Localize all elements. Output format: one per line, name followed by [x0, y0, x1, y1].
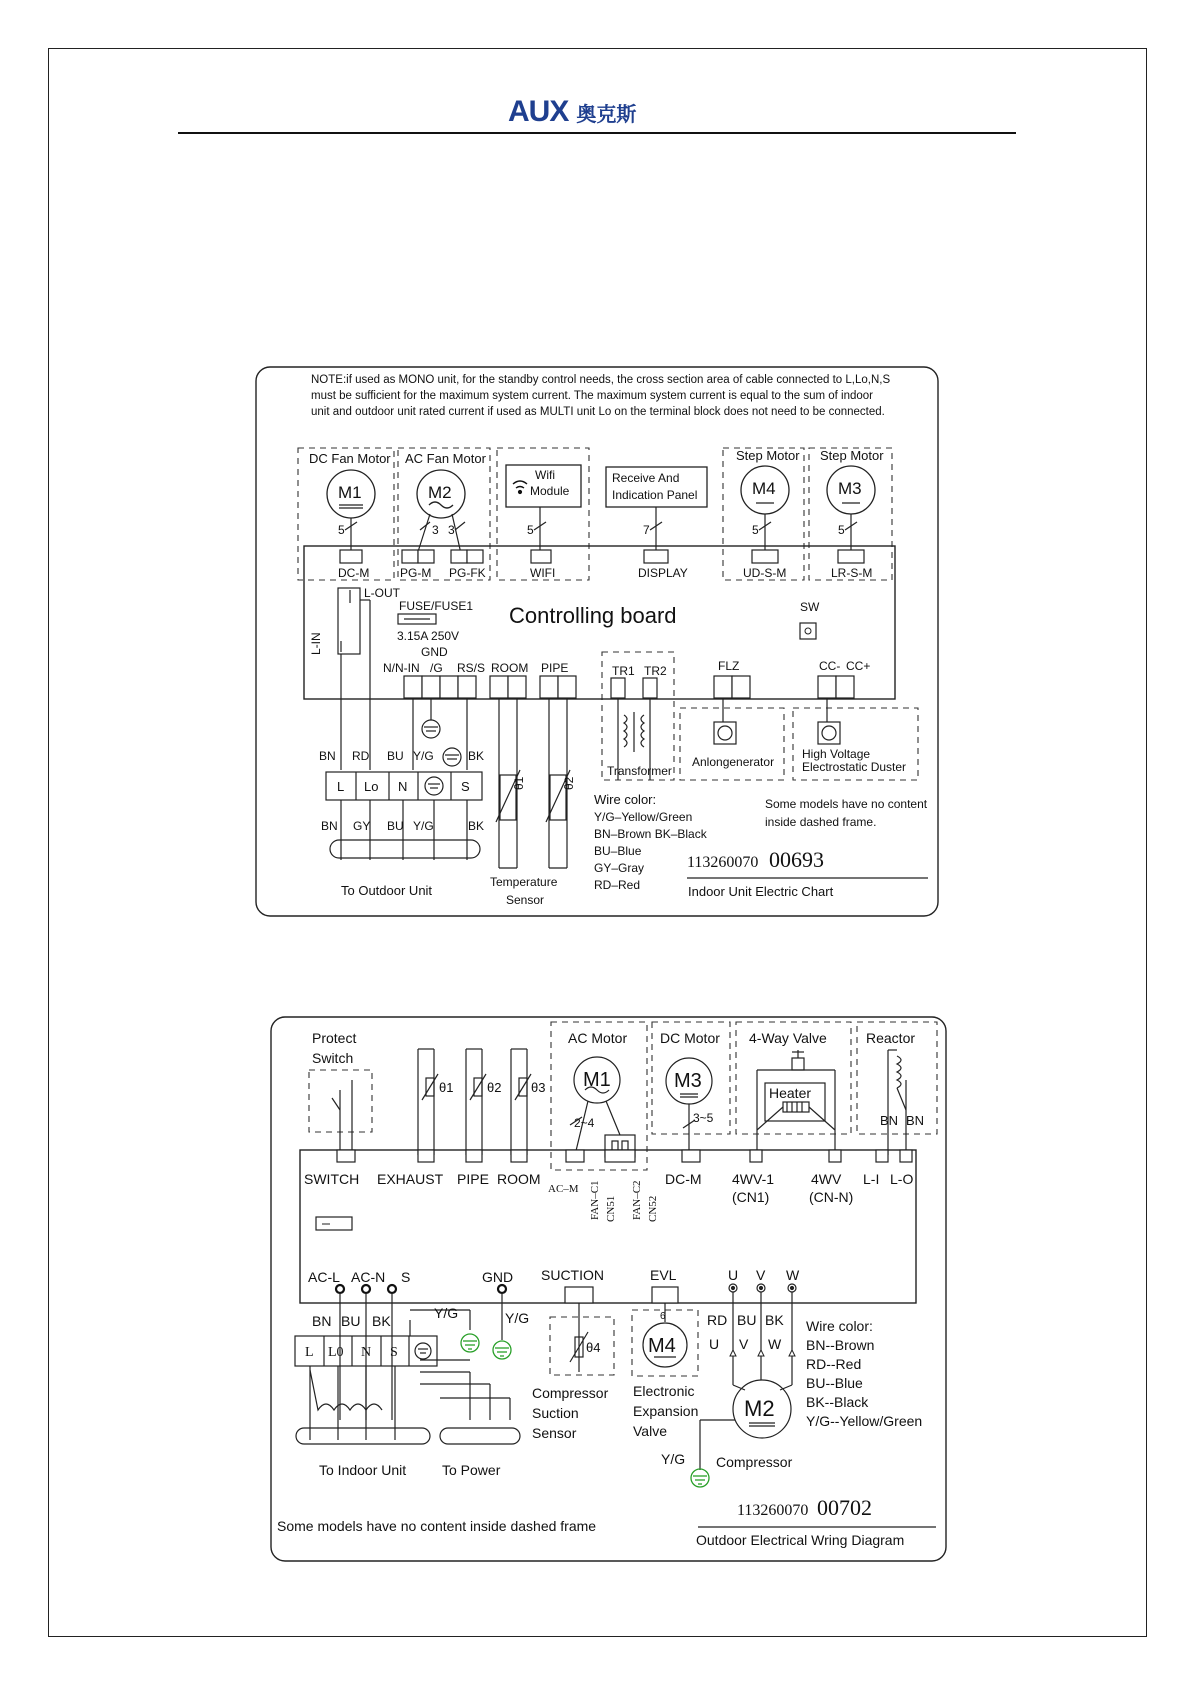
brand-chinese: 奥克斯	[576, 102, 637, 126]
heater-label: Heater	[769, 1085, 812, 1101]
conn-ac-n: AC-N	[351, 1269, 386, 1285]
outdoor-terminal-n: N	[361, 1345, 372, 1360]
outdoor-wire-color-2: RD--Red	[806, 1356, 862, 1372]
conn-ac-m: AC–M	[548, 1183, 579, 1195]
temp-sensor-line-2: Sensor	[506, 893, 545, 907]
indoor-wire-color-title: Wire color:	[594, 792, 657, 807]
indoor-wire-bot-yg: Y/G	[413, 819, 434, 833]
conn-n-in: N/N-IN	[383, 661, 420, 675]
conn-pipe: PIPE	[541, 661, 569, 675]
indoor-wire-top-bu: BU	[387, 749, 404, 763]
conn-4wv: 4WV	[811, 1171, 842, 1187]
conn-exhaust: EXHAUST	[377, 1171, 444, 1187]
transformer-label: Transformer	[607, 764, 672, 778]
conn-tr2: TR2	[644, 664, 667, 678]
conn-evl: EVL	[650, 1267, 677, 1283]
conn-l-o: L-O	[890, 1171, 914, 1187]
conn-ud-s-m: UD-S-M	[743, 566, 787, 580]
indoor-wire-color-4: GY–Gray	[594, 861, 645, 875]
indoor-wire-color-1: Y/G–Yellow/Green	[594, 810, 693, 824]
indoor-terminal-s: S	[461, 779, 470, 794]
conn-pipe-out: PIPE	[457, 1171, 489, 1187]
outdoor-yg-1: Y/G	[434, 1305, 459, 1321]
conn-room: ROOM	[491, 661, 529, 675]
compressor-rd: RD	[707, 1312, 728, 1328]
outdoor-dashed-note: Some models have no content inside dashed frame	[277, 1518, 597, 1534]
conn-suction: SUCTION	[541, 1267, 604, 1283]
compressor-v: V	[739, 1336, 749, 1352]
wire-6: 6	[660, 1311, 666, 1322]
indoor-wire-bot-bk: BK	[468, 819, 485, 833]
hv-duster-line-1: High Voltage	[802, 747, 871, 761]
sw-label: SW	[800, 600, 820, 614]
l-in-label: L-IN	[309, 632, 323, 655]
to-outdoor-label: To Outdoor Unit	[341, 883, 433, 898]
outdoor-m4-label: M4	[648, 1335, 676, 1357]
outdoor-code-prefix: 113260070	[737, 1502, 809, 1519]
indoor-wire-color-5: RD–Red	[594, 878, 641, 892]
indoor-dashed-note-2: inside dashed frame.	[765, 815, 877, 829]
compressor-w: W	[768, 1336, 782, 1352]
indoor-note-line-1: NOTE:if used as MONO unit, for the standby control needs, the cross section area of cable connected to L,Lo,N,S	[311, 374, 891, 386]
conn-lr-s-m: LR-S-M	[831, 566, 873, 580]
conn-l-i: L-I	[863, 1171, 880, 1187]
outdoor-terminal-l: L	[305, 1345, 314, 1360]
indoor-wire-color-2: BN–Brown BK–Black	[594, 827, 707, 841]
outdoor-wire-bn: BN	[312, 1313, 332, 1329]
conn-u: U	[728, 1267, 739, 1283]
conn-ac-l: AC-L	[308, 1269, 340, 1285]
indoor-wire-color-3: BU–Blue	[594, 844, 642, 858]
conn-4wv-1: 4WV-1	[732, 1171, 775, 1187]
dc-fan-motor-label: DC Fan Motor	[309, 451, 391, 466]
conn-cn51: CN51	[605, 1195, 617, 1222]
indoor-note-line-3: unit and outdoor unit rated current if used as MULTI unit Lo on the terminal block does not need to be connected.	[311, 406, 885, 418]
indoor-code-suffix: 00693	[769, 847, 824, 872]
conn-tr1: TR1	[612, 664, 635, 678]
outdoor-theta3: θ3	[531, 1080, 546, 1095]
conn-s-out: S	[401, 1269, 411, 1285]
m3-label: M3	[838, 479, 862, 498]
outdoor-wire-color-3: BU--Blue	[806, 1375, 863, 1391]
eev-line-2: Expansion	[633, 1403, 699, 1419]
wifi-module-line-1: Wifi	[535, 468, 555, 482]
ac-fan-motor-label: AC Fan Motor	[405, 451, 486, 466]
indoor-wire-bot-bn: BN	[321, 819, 338, 833]
indoor-wire-bot-gy: GY	[353, 819, 371, 833]
conn-wifi: WIFI	[530, 566, 556, 580]
ac-motor-label: AC Motor	[568, 1030, 628, 1046]
wire-count-display: 7	[643, 523, 650, 537]
step-motor-1-label: Step Motor	[736, 448, 800, 463]
conn-pg-fk: PG-FK	[449, 566, 486, 580]
outdoor-wire-color-1: BN--Brown	[806, 1337, 875, 1353]
compressor-bk: BK	[765, 1312, 784, 1328]
step-motor-2-label: Step Motor	[820, 448, 884, 463]
conn-dc-m-out: DC-M	[665, 1171, 702, 1187]
gnd-label: GND	[421, 645, 448, 659]
reactor-label: Reactor	[866, 1030, 916, 1046]
indoor-terminal-n: N	[398, 779, 408, 794]
to-indoor-label: To Indoor Unit	[319, 1462, 407, 1478]
fuse-label: FUSE/FUSE1	[399, 599, 474, 613]
wire-count-pg-fk: 3	[448, 523, 455, 537]
outdoor-code-suffix: 00702	[817, 1495, 872, 1520]
indoor-chart-title: Indoor Unit Electric Chart	[688, 884, 834, 899]
outdoor-m3-label: M3	[674, 1070, 702, 1092]
eev-line-1: Electronic	[633, 1383, 695, 1399]
outdoor-wire-color-5: Y/G--Yellow/Green	[806, 1413, 923, 1429]
outdoor-wire-bu: BU	[341, 1313, 361, 1329]
brand-mark: AUX	[508, 95, 569, 128]
outdoor-wire-color-title: Wire color:	[806, 1318, 873, 1334]
compressor-bu: BU	[737, 1312, 757, 1328]
suction-sensor-line-2: Suction	[532, 1405, 579, 1421]
conn-pg-m: PG-M	[400, 566, 432, 580]
indoor-theta2: θ2	[562, 776, 576, 790]
suction-sensor-line-3: Sensor	[532, 1425, 577, 1441]
conn-w: W	[786, 1267, 800, 1283]
eev-line-3: Valve	[633, 1423, 667, 1439]
indoor-wire-top-rd: RD	[352, 749, 370, 763]
conn-cn1: (CN1)	[732, 1189, 770, 1205]
conn-v: V	[756, 1267, 766, 1283]
wire-count-pg-m: 3	[432, 523, 439, 537]
outdoor-theta4: θ4	[586, 1340, 601, 1355]
protect-switch-line-2: Switch	[312, 1050, 354, 1066]
outdoor-m1-label: M1	[583, 1069, 611, 1091]
conn-fan-c2: FAN–C2	[631, 1180, 643, 1220]
indoor-note-line-2: must be sufficient for the maximum system current. The maximum system current is equal to the sum of indoor	[311, 390, 874, 402]
compressor-u: U	[709, 1336, 720, 1352]
conn-flz: FLZ	[718, 659, 740, 673]
indoor-wire-top-yg: Y/G	[413, 749, 434, 763]
outdoor-yg-2: Y/G	[505, 1310, 530, 1326]
conn-cn52: CN52	[647, 1195, 659, 1222]
wire-count-ud: 5	[752, 523, 759, 537]
dc-motor-label: DC Motor	[660, 1030, 720, 1046]
indoor-terminal-l: L	[337, 779, 345, 794]
conn-g: /G	[430, 661, 443, 675]
wire-count-dc: 5	[338, 523, 345, 537]
protect-switch-line-1: Protect	[312, 1030, 357, 1046]
conn-room-out: ROOM	[497, 1171, 541, 1187]
conn-gnd-out: GND	[482, 1269, 514, 1285]
suction-sensor-line-1: Compressor	[532, 1385, 609, 1401]
indoor-wire-top-bk: BK	[468, 749, 485, 763]
wire-3-5: 3~5	[693, 1111, 714, 1125]
m1-label: M1	[338, 483, 362, 502]
outdoor-theta2: θ2	[487, 1080, 502, 1095]
conn-display: DISPLAY	[638, 566, 688, 580]
reactor-bn-1: BN	[880, 1113, 899, 1128]
l-out-label: L-OUT	[364, 586, 400, 600]
fuse-rating: 3.15A 250V	[397, 629, 460, 643]
receive-panel-line-2: Indication Panel	[612, 488, 698, 502]
outdoor-m2-label: M2	[744, 1396, 775, 1421]
m4-label: M4	[752, 479, 776, 498]
to-power-label: To Power	[442, 1462, 501, 1478]
indoor-dashed-note-1: Some models have no content	[765, 797, 928, 811]
conn-dc-m: DC-M	[338, 566, 370, 580]
suction-sensor-dashed-frame	[550, 1317, 614, 1375]
outdoor-yg-3: Y/G	[661, 1451, 686, 1467]
wire-count-lr: 5	[838, 523, 845, 537]
anion-label: Anlongenerator	[692, 755, 775, 769]
outdoor-wire-color-4: BK--Black	[806, 1394, 869, 1410]
outdoor-terminal-l0: L0	[328, 1345, 344, 1360]
conn-fan-c1: FAN–C1	[589, 1180, 601, 1220]
wire-2-4: 2~4	[574, 1116, 595, 1130]
indoor-wire-top-bn: BN	[319, 749, 336, 763]
outdoor-chart-title: Outdoor Electrical Wring Diagram	[696, 1532, 905, 1548]
receive-panel-line-1: Receive And	[612, 471, 680, 485]
m2-label: M2	[428, 483, 452, 502]
outdoor-theta1: θ1	[439, 1080, 454, 1095]
hv-duster-line-2: Electrostatic Duster	[802, 760, 907, 774]
wire-count-wifi: 5	[527, 523, 534, 537]
outdoor-wire-bk: BK	[372, 1313, 391, 1329]
conn-rs-s: RS/S	[457, 661, 486, 675]
compressor-label: Compressor	[716, 1454, 793, 1470]
indoor-wire-bot-bu: BU	[387, 819, 404, 833]
indoor-code-prefix: 113260070	[687, 854, 759, 871]
wifi-module-line-2: Module	[530, 484, 570, 498]
conn-cn-n: (CN-N)	[809, 1189, 854, 1205]
conn-cc-minus: CC-	[819, 659, 841, 673]
outdoor-terminal-s: S	[390, 1345, 398, 1360]
outdoor-small-component	[316, 1217, 352, 1230]
four-way-label: 4-Way Valve	[749, 1030, 827, 1046]
board-title: Controlling board	[509, 603, 677, 628]
indoor-terminal-lo: Lo	[364, 779, 379, 794]
temp-sensor-line-1: Temperature	[490, 875, 558, 889]
conn-switch: SWITCH	[304, 1171, 360, 1187]
reactor-bn-2: BN	[906, 1113, 925, 1128]
conn-cc-plus: CC+	[846, 659, 871, 673]
indoor-theta1: θ1	[512, 776, 526, 790]
